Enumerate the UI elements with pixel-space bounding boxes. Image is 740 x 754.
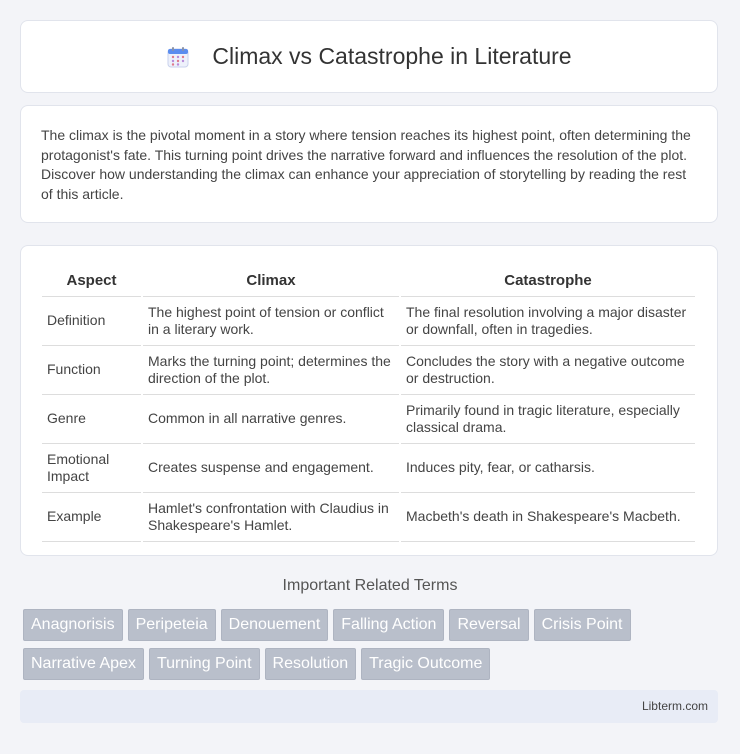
table-header-row [42, 264, 695, 297]
table-cell-climax: Creates suspense and engagement. [143, 444, 399, 493]
table-cell-catastrophe: Primarily found in tragic literature, especially classical drama. [401, 395, 695, 444]
related-terms-title: Important Related Terms [282, 577, 458, 594]
term-tag[interactable]: Turning Point [149, 648, 260, 680]
table-cell-aspect: Genre [42, 395, 141, 444]
table-row [42, 493, 695, 542]
term-tag[interactable]: Denouement [221, 609, 329, 641]
table-row [42, 346, 695, 395]
term-tag[interactable]: Narrative Apex [23, 648, 144, 680]
table-cell-aspect: Emotional Impact [42, 444, 141, 493]
intro-text: The climax is the pivotal moment in a story where tension reaches its highest point, often determining the protagonist's fate. This turning point drives the narrative forward and influences the resolution of the plot. Discover how understanding the climax can enhance your appreciation of storytelling by reading the rest of this article. [41, 127, 691, 202]
intro-card [20, 105, 718, 223]
comparison-table [40, 264, 697, 542]
table-cell-catastrophe: Induces pity, fear, or catharsis. [401, 444, 695, 493]
term-tag[interactable]: Falling Action [333, 609, 444, 641]
comparison-table-card [20, 245, 718, 556]
table-cell-aspect: Example [42, 493, 141, 542]
table-cell-catastrophe: Macbeth's death in Shakespeare's Macbeth. [401, 493, 695, 542]
term-tag[interactable]: Tragic Outcome [361, 648, 490, 680]
table-cell-climax: The highest point of tension or conflict in a literary work. [143, 297, 399, 346]
term-tag[interactable]: Crisis Point [534, 609, 631, 641]
footer [20, 690, 718, 723]
table-cell-aspect: Function [42, 346, 141, 395]
table-row [42, 297, 695, 346]
table-cell-aspect: Definition [42, 297, 141, 346]
header-aspect: Aspect [42, 264, 141, 297]
table-cell-climax: Hamlet's confrontation with Claudius in Shakespeare's Hamlet. [143, 493, 399, 542]
footer-site-link[interactable]: Libterm.com [641, 699, 708, 713]
table-row [42, 444, 695, 493]
term-tag[interactable]: Reversal [449, 609, 528, 641]
term-tag[interactable]: Resolution [265, 648, 357, 680]
table-cell-climax: Marks the turning point; determines the direction of the plot. [143, 346, 399, 395]
title-card [20, 20, 718, 93]
term-tag[interactable]: Peripeteia [128, 609, 216, 641]
related-terms-list [23, 609, 723, 687]
header-climax: Climax [143, 264, 399, 297]
calendar-icon [166, 45, 190, 69]
page-title: Climax vs Catastrophe in Literature [212, 43, 572, 69]
table-cell-climax: Common in all narrative genres. [143, 395, 399, 444]
table-cell-catastrophe: Concludes the story with a negative outcome or destruction. [401, 346, 695, 395]
table-row [42, 395, 695, 444]
term-tag[interactable]: Anagnorisis [23, 609, 123, 641]
table-cell-catastrophe: The final resolution involving a major disaster or downfall, often in tragedies. [401, 297, 695, 346]
header-catastrophe: Catastrophe [401, 264, 695, 297]
